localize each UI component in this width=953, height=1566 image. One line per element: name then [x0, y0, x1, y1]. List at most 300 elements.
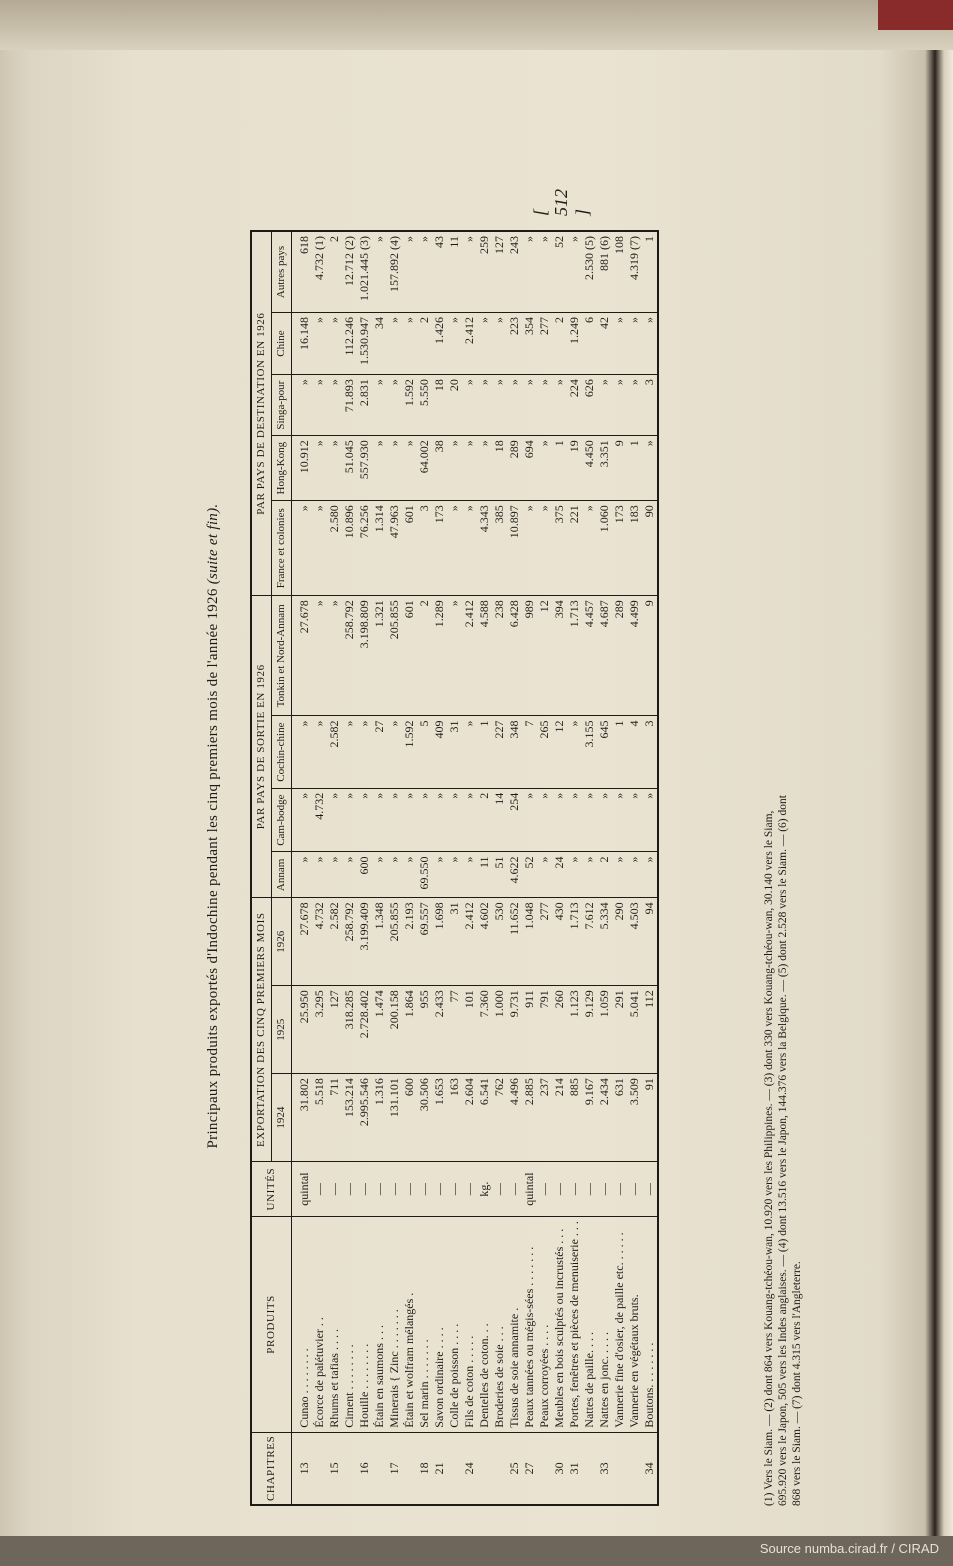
value-france: 1.060 — [597, 501, 612, 596]
value-annam: » — [612, 852, 627, 898]
value-1925: 1.474 — [372, 986, 387, 1074]
value-1925: 318.285 — [342, 986, 357, 1074]
value-annam: » — [627, 852, 642, 898]
table-row — [342, 231, 357, 1505]
value-autres: 4.319 (7) — [627, 231, 642, 312]
page-top-edge — [0, 0, 953, 50]
value-1924: 631 — [612, 1074, 627, 1162]
value-autres: 52 — [552, 231, 567, 312]
header-1925: 1925 — [272, 986, 292, 1074]
value-1925: 791 — [537, 986, 552, 1074]
value-cochinchine: 1 — [477, 716, 492, 788]
value-autres: 127 — [492, 231, 507, 312]
value-cochinchine: 2.582 — [327, 716, 342, 788]
value-1925: 955 — [417, 986, 432, 1074]
value-singapour: » — [477, 375, 492, 436]
value-annam: » — [342, 852, 357, 898]
value-cambodge: 14 — [492, 788, 507, 852]
value-1926: 290 — [612, 898, 627, 986]
value-singapour: 224 — [567, 375, 582, 436]
value-1926: 2.412 — [462, 898, 477, 986]
value-chine: » — [447, 312, 462, 374]
value-autres: 12.712 (2) — [342, 231, 357, 312]
value-annam: » — [537, 852, 552, 898]
header-autres: Autres pays — [272, 231, 292, 312]
product-cell: Vannerie en végétaux bruts. — [627, 1217, 642, 1433]
table-row — [537, 231, 552, 1505]
value-annam: 69.550 — [417, 852, 432, 898]
value-annam: » — [387, 852, 402, 898]
table-row — [597, 231, 612, 1505]
value-cochinchine: » — [312, 716, 327, 788]
value-1926: 4.503 — [627, 898, 642, 986]
value-france: 173 — [432, 501, 447, 596]
value-singapour: » — [327, 375, 342, 436]
header-chapitres: CHAPITRES — [251, 1432, 292, 1505]
value-annam: 24 — [552, 852, 567, 898]
value-tonkin: » — [447, 596, 462, 716]
header-1924: 1924 — [272, 1074, 292, 1162]
value-france: 4.343 — [477, 501, 492, 596]
value-1924: 237 — [537, 1074, 552, 1162]
unit-cell: — — [372, 1162, 387, 1217]
table-row — [552, 231, 567, 1505]
table-row — [447, 231, 462, 1505]
value-hongkong: 289 — [507, 436, 522, 501]
value-1924: 600 — [402, 1074, 417, 1162]
value-chine: 112.246 — [342, 312, 357, 374]
value-1924: 3.509 — [627, 1074, 642, 1162]
value-singapour: 3 — [642, 375, 658, 436]
unit-cell: — — [567, 1162, 582, 1217]
page-number: [ 512 ] — [530, 189, 592, 216]
table-row — [492, 231, 507, 1505]
value-hongkong: 9 — [612, 436, 627, 501]
value-cambodge: » — [402, 788, 417, 852]
chapter-cell — [342, 1432, 357, 1505]
value-chine: 16.148 — [292, 312, 313, 374]
unit-cell: — — [492, 1162, 507, 1217]
chapter-cell: 24 — [462, 1432, 477, 1505]
chapter-cell — [447, 1432, 462, 1505]
value-tonkin: 258.792 — [342, 596, 357, 716]
product-cell: Boutons. . . . . . . . — [642, 1217, 658, 1433]
rotated-page-content — [60, 189, 920, 1506]
value-france: 47.963 — [387, 501, 402, 596]
chapter-cell: 13 — [292, 1432, 313, 1505]
value-1924: 4.496 — [507, 1074, 522, 1162]
unit-cell: — — [582, 1162, 597, 1217]
value-cambodge: 2 — [477, 788, 492, 852]
value-france: 1.314 — [372, 501, 387, 596]
value-hongkong: 19 — [567, 436, 582, 501]
product-cell: Meubles en bois sculptés ou incrustés . . . — [552, 1217, 567, 1433]
value-cambodge: » — [372, 788, 387, 852]
header-unites: UNITÉS — [251, 1162, 292, 1217]
value-annam: 52 — [522, 852, 537, 898]
table-title — [205, 236, 222, 1416]
source-credit: Source numba.cirad.fr / CIRAD — [759, 1541, 939, 1556]
value-france: 601 — [402, 501, 417, 596]
value-1925: 3.295 — [312, 986, 327, 1074]
value-tonkin: 27.678 — [292, 596, 313, 716]
table-row — [612, 231, 627, 1505]
value-cambodge: » — [387, 788, 402, 852]
chapter-cell: 33 — [597, 1432, 612, 1505]
value-cochinchine: » — [387, 716, 402, 788]
chapter-cell — [627, 1432, 642, 1505]
unit-cell: — — [342, 1162, 357, 1217]
value-1925: 112 — [642, 986, 658, 1074]
value-1924: 2.434 — [597, 1074, 612, 1162]
table-row — [507, 231, 522, 1505]
value-hongkong: » — [372, 436, 387, 501]
value-france: » — [537, 501, 552, 596]
exports-table — [250, 230, 659, 1506]
value-1925: 291 — [612, 986, 627, 1074]
unit-cell: — — [357, 1162, 372, 1217]
value-1925: 77 — [447, 986, 462, 1074]
value-singapour: 20 — [447, 375, 462, 436]
value-annam: » — [567, 852, 582, 898]
value-annam: » — [402, 852, 417, 898]
value-cambodge: 254 — [507, 788, 522, 852]
value-autres: » — [417, 231, 432, 312]
value-1924: 30.506 — [417, 1074, 432, 1162]
value-singapour: » — [462, 375, 477, 436]
value-1924: 1.653 — [432, 1074, 447, 1162]
value-1926: 1.348 — [372, 898, 387, 986]
value-singapour: 5.550 — [417, 375, 432, 436]
value-autres: 43 — [432, 231, 447, 312]
value-annam: » — [372, 852, 387, 898]
value-autres: » — [372, 231, 387, 312]
value-1926: 11.652 — [507, 898, 522, 986]
value-1925: 200.158 — [387, 986, 402, 1074]
chapter-cell: 31 — [567, 1432, 582, 1505]
value-hongkong: 1 — [627, 436, 642, 501]
value-hongkong: 557.930 — [357, 436, 372, 501]
value-chine: 354 — [522, 312, 537, 374]
value-hongkong: » — [402, 436, 417, 501]
value-1926: 530 — [492, 898, 507, 986]
value-hongkong: » — [642, 436, 658, 501]
product-cell: Sel marin . . . . . . . — [417, 1217, 432, 1433]
table-row — [627, 231, 642, 1505]
unit-cell: — — [462, 1162, 477, 1217]
product-cell: Dentelles de coton. . . — [477, 1217, 492, 1433]
value-singapour: » — [312, 375, 327, 436]
unit-cell: — — [627, 1162, 642, 1217]
value-1925: 7.360 — [477, 986, 492, 1074]
value-singapour: » — [292, 375, 313, 436]
header-cochinchine: Cochin-chine — [272, 716, 292, 788]
value-tonkin: 12 — [537, 596, 552, 716]
chapter-cell — [582, 1432, 597, 1505]
footnotes — [762, 230, 804, 1506]
header-hongkong: Hong-Kong — [272, 436, 292, 501]
value-cochinchine: » — [462, 716, 477, 788]
chapter-cell — [612, 1432, 627, 1505]
value-1925: 9.731 — [507, 986, 522, 1074]
unit-cell: — — [402, 1162, 417, 1217]
value-annam: » — [582, 852, 597, 898]
value-cambodge: » — [327, 788, 342, 852]
chapter-cell — [372, 1432, 387, 1505]
value-cochinchine: 31 — [447, 716, 462, 788]
product-cell: Ciment . . . . . . . . — [342, 1217, 357, 1433]
value-tonkin: 4.687 — [597, 596, 612, 716]
product-cell: Fils de coton . . . . . — [462, 1217, 477, 1433]
value-tonkin: 1.321 — [372, 596, 387, 716]
value-cambodge: » — [537, 788, 552, 852]
value-1926: 27.678 — [292, 898, 313, 986]
value-tonkin: 1.289 — [432, 596, 447, 716]
value-singapour: 71.893 — [342, 375, 357, 436]
value-singapour: 18 — [432, 375, 447, 436]
value-chine: » — [327, 312, 342, 374]
value-cochinchine: 1 — [612, 716, 627, 788]
value-annam: » — [292, 852, 313, 898]
chapter-cell: 27 — [522, 1432, 537, 1505]
value-tonkin: 4.457 — [582, 596, 597, 716]
value-1925: 9.129 — [582, 986, 597, 1074]
value-tonkin: 601 — [402, 596, 417, 716]
header-singapour: Singa-pour — [272, 375, 292, 436]
header-tonkin: Tonkin et Nord-Annam — [272, 596, 292, 716]
value-chine: » — [387, 312, 402, 374]
chapter-cell: 30 — [552, 1432, 567, 1505]
value-tonkin: 989 — [522, 596, 537, 716]
value-france: 76.256 — [357, 501, 372, 596]
value-tonkin: 2.412 — [462, 596, 477, 716]
value-tonkin: 289 — [612, 596, 627, 716]
value-annam: 51 — [492, 852, 507, 898]
unit-cell: — — [432, 1162, 447, 1217]
value-cambodge: » — [597, 788, 612, 852]
value-chine: 6 — [582, 312, 597, 374]
value-cambodge: » — [417, 788, 432, 852]
value-france: 375 — [552, 501, 567, 596]
value-1924: 2.885 — [522, 1074, 537, 1162]
value-autres: 157.892 (4) — [387, 231, 402, 312]
value-1924: 6.541 — [477, 1074, 492, 1162]
value-1924: 31.802 — [292, 1074, 313, 1162]
value-chine: » — [492, 312, 507, 374]
value-hongkong: » — [462, 436, 477, 501]
value-chine: 2.412 — [462, 312, 477, 374]
value-hongkong: » — [327, 436, 342, 501]
value-singapour: 626 — [582, 375, 597, 436]
unit-cell: — — [387, 1162, 402, 1217]
value-chine: 42 — [597, 312, 612, 374]
value-1924: 5.518 — [312, 1074, 327, 1162]
chapter-cell — [312, 1432, 327, 1505]
value-hongkong: 38 — [432, 436, 447, 501]
value-1925: 1.059 — [597, 986, 612, 1074]
value-tonkin: » — [312, 596, 327, 716]
product-cell: Tissus de soie annamite . — [507, 1217, 522, 1433]
value-singapour: » — [627, 375, 642, 436]
header-france: France et colonies — [272, 501, 292, 596]
value-annam: » — [312, 852, 327, 898]
value-france: 221 — [567, 501, 582, 596]
product-cell: Peaux corroyées . . . . — [537, 1217, 552, 1433]
value-france: » — [522, 501, 537, 596]
header-cambodge: Cam-bodge — [272, 788, 292, 852]
value-autres: 2 — [327, 231, 342, 312]
header-chine: Chine — [272, 312, 292, 374]
table-row — [387, 231, 402, 1505]
table-row — [292, 231, 313, 1505]
value-autres: 881 (6) — [597, 231, 612, 312]
title-suffix: (suite et fin). — [205, 503, 221, 585]
product-cell: Vannerie fine d'osier, de paille etc. . . . . . — [612, 1217, 627, 1433]
value-annam: 2 — [597, 852, 612, 898]
header-annam: Annam — [272, 852, 292, 898]
value-1926: 4.602 — [477, 898, 492, 986]
value-france: 10.897 — [507, 501, 522, 596]
value-chine: 2 — [552, 312, 567, 374]
table-row — [432, 231, 447, 1505]
value-cochinchine: 409 — [432, 716, 447, 788]
value-1926: 4.732 — [312, 898, 327, 986]
value-autres: » — [402, 231, 417, 312]
product-cell: Écorce de palétuvier . . — [312, 1217, 327, 1433]
value-1925: 2.728.402 — [357, 986, 372, 1074]
value-hongkong: 1 — [552, 436, 567, 501]
value-autres: » — [462, 231, 477, 312]
value-cochinchine: » — [357, 716, 372, 788]
value-1926: 3.199.409 — [357, 898, 372, 986]
product-cell: Savon ordinaire . . . . — [432, 1217, 447, 1433]
product-cell: Rhums et tafias . . . . — [327, 1217, 342, 1433]
value-1925: 1.123 — [567, 986, 582, 1074]
unit-cell: — — [327, 1162, 342, 1217]
chapter-cell — [402, 1432, 417, 1505]
value-singapour: » — [537, 375, 552, 436]
value-tonkin: 205.855 — [387, 596, 402, 716]
value-cochinchine: 227 — [492, 716, 507, 788]
value-autres: 1.021.445 (3) — [357, 231, 372, 312]
unit-cell: quintal — [522, 1162, 537, 1217]
table-row — [417, 231, 432, 1505]
value-singapour: » — [387, 375, 402, 436]
unit-cell: — — [447, 1162, 462, 1217]
value-singapour: » — [552, 375, 567, 436]
value-france: » — [447, 501, 462, 596]
value-1924: 9.167 — [582, 1074, 597, 1162]
value-cochinchine: 4 — [627, 716, 642, 788]
footnote-line: 695.920 vers le Japon, 505 vers les Indes anglaises. — (4) dont 13.516 vers le Japon, 144.376 vers la Belgique. — (5) dont 2.528 vers le Siam. — (6) dont — [777, 795, 789, 1506]
value-cochinchine: » — [342, 716, 357, 788]
value-cochinchine: 27 — [372, 716, 387, 788]
value-1925: 127 — [327, 986, 342, 1074]
value-1926: 1.048 — [522, 898, 537, 986]
value-autres: » — [567, 231, 582, 312]
table-row — [477, 231, 492, 1505]
value-hongkong: » — [477, 436, 492, 501]
value-1926: 2.193 — [402, 898, 417, 986]
value-1925: 5.041 — [627, 986, 642, 1074]
value-hongkong: 10.912 — [292, 436, 313, 501]
value-hongkong: 4.450 — [582, 436, 597, 501]
value-chine: » — [402, 312, 417, 374]
value-1926: 1.713 — [567, 898, 582, 986]
value-france: 90 — [642, 501, 658, 596]
value-1924: 2.604 — [462, 1074, 477, 1162]
value-cochinchine: » — [292, 716, 313, 788]
value-france: 183 — [627, 501, 642, 596]
value-1924: 163 — [447, 1074, 462, 1162]
chapter-cell: 34 — [642, 1432, 658, 1505]
value-hongkong: » — [387, 436, 402, 501]
table-row — [372, 231, 387, 1505]
value-chine: » — [312, 312, 327, 374]
value-1926: 258.792 — [342, 898, 357, 986]
value-1924: 153.214 — [342, 1074, 357, 1162]
unit-cell: — — [597, 1162, 612, 1217]
value-chine: 1.530.947 — [357, 312, 372, 374]
product-cell: Nattes en jonc. . . . . — [597, 1217, 612, 1433]
value-chine: » — [477, 312, 492, 374]
value-tonkin: 394 — [552, 596, 567, 716]
value-tonkin: 238 — [492, 596, 507, 716]
product-cell: Houille . . . . . . . . — [357, 1217, 372, 1433]
header-exportation: EXPORTATION DES CINQ PREMIERS MOIS — [251, 898, 272, 1162]
value-hongkong: » — [312, 436, 327, 501]
unit-cell: kg. — [477, 1162, 492, 1217]
header-1926: 1926 — [272, 898, 292, 986]
product-cell: Nattes de paille. . . . — [582, 1217, 597, 1433]
unit-cell: quintal — [292, 1162, 313, 1217]
value-cambodge: » — [567, 788, 582, 852]
unit-cell: — — [507, 1162, 522, 1217]
value-1926: 7.612 — [582, 898, 597, 986]
value-france: 2.580 — [327, 501, 342, 596]
value-1926: 277 — [537, 898, 552, 986]
value-hongkong: 51.045 — [342, 436, 357, 501]
unit-cell: — — [417, 1162, 432, 1217]
value-chine: » — [627, 312, 642, 374]
value-1926: 1.698 — [432, 898, 447, 986]
value-1926: 69.557 — [417, 898, 432, 986]
value-hongkong: 18 — [492, 436, 507, 501]
value-annam: » — [327, 852, 342, 898]
value-annam: » — [642, 852, 658, 898]
table-row — [567, 231, 582, 1505]
value-tonkin: 4.588 — [477, 596, 492, 716]
value-autres: 11 — [447, 231, 462, 312]
value-autres: » — [522, 231, 537, 312]
table-row — [462, 231, 477, 1505]
chapter-cell: 21 — [432, 1432, 447, 1505]
value-cambodge: » — [552, 788, 567, 852]
value-1925: 260 — [552, 986, 567, 1074]
value-autres: 2.530 (5) — [582, 231, 597, 312]
value-1925: 1.864 — [402, 986, 417, 1074]
value-chine: » — [612, 312, 627, 374]
product-cell: Colle de poisson . . . . — [447, 1217, 462, 1433]
book-cover-edge — [878, 0, 953, 30]
value-1924: 2.995.546 — [357, 1074, 372, 1162]
value-hongkong: » — [447, 436, 462, 501]
value-france: » — [292, 501, 313, 596]
value-cambodge: » — [292, 788, 313, 852]
value-1924: 762 — [492, 1074, 507, 1162]
value-france: 3 — [417, 501, 432, 596]
value-chine: 277 — [537, 312, 552, 374]
